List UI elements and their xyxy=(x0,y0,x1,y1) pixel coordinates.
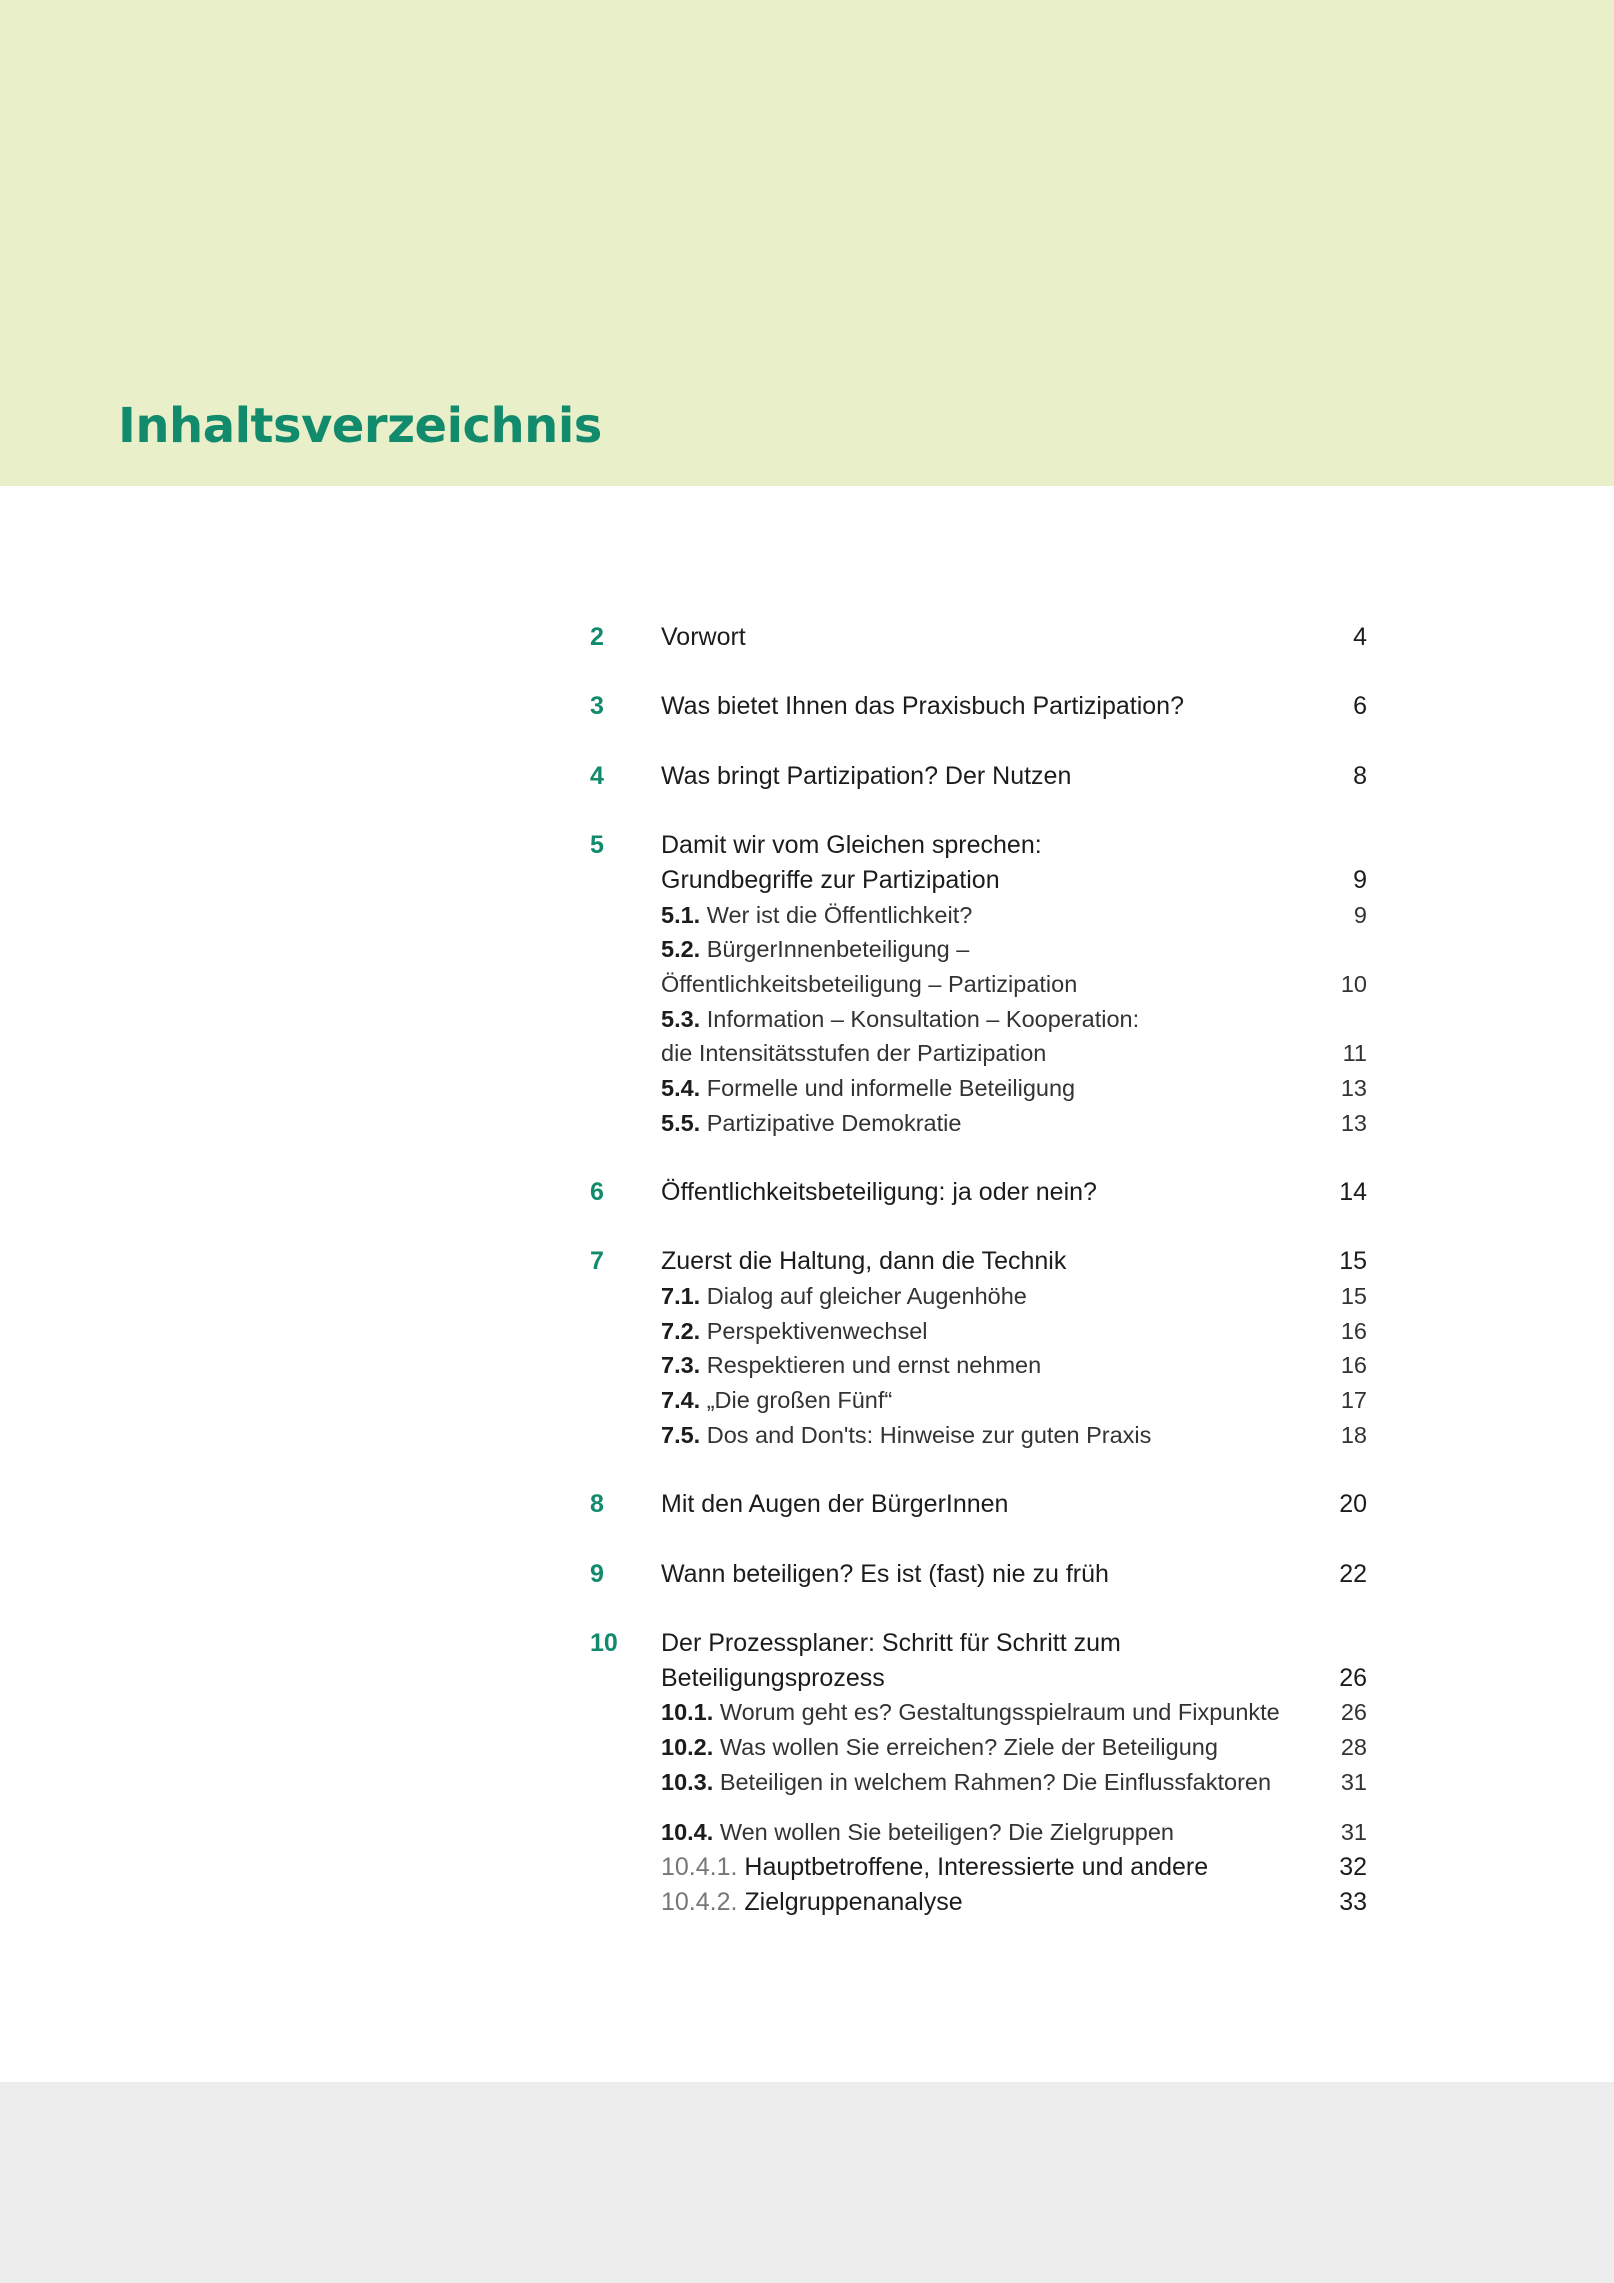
section-number: 10.4. xyxy=(661,1819,714,1846)
toc-chapter-4 xyxy=(590,759,1380,794)
entry-title xyxy=(661,932,969,967)
section-number: 10.2. xyxy=(661,1734,714,1760)
toc-entry[interactable] xyxy=(590,1661,1380,1696)
entry-title-text: Respektieren und ernst nehmen xyxy=(706,1352,1042,1379)
page-number: 17 xyxy=(1340,1387,1367,1414)
entry-title xyxy=(661,898,972,933)
page-number: 13 xyxy=(1340,1074,1367,1101)
page-number: 31 xyxy=(1340,1768,1367,1795)
toc-entry[interactable] xyxy=(590,1626,1380,1661)
page-number: 15 xyxy=(1339,1247,1367,1276)
entry-title xyxy=(661,1885,963,1920)
entry-title-text: Grundbegriffe zur Partizipation xyxy=(661,865,1000,894)
entry-title xyxy=(661,1071,1075,1106)
toc-entry[interactable] xyxy=(590,828,1380,863)
entry-title xyxy=(661,620,746,655)
entry-title-text: BürgerInnenbeteiligung – xyxy=(706,936,970,963)
toc-entry[interactable] xyxy=(590,620,1380,655)
entry-title xyxy=(661,1695,1280,1730)
toc-subentry[interactable] xyxy=(590,1695,1380,1730)
page-number: 15 xyxy=(1340,1283,1367,1310)
toc-subentry[interactable] xyxy=(590,1765,1380,1800)
section-number: 5.5. xyxy=(661,1109,701,1136)
entry-title-text: Dos and Don'ts: Hinweise zur guten Praxis xyxy=(706,1421,1152,1448)
page-number: 13 xyxy=(1340,1109,1367,1136)
toc-chapter-8 xyxy=(590,1487,1380,1522)
entry-title xyxy=(661,1106,961,1141)
entry-title xyxy=(661,1730,1218,1765)
entry-title xyxy=(661,1765,1271,1800)
toc-subentry[interactable] xyxy=(590,932,1380,967)
entry-title-text: Der Prozessplaner: Schritt für Schritt zum xyxy=(661,1628,1121,1657)
entry-title-text: Hauptbetroffene, Interessierte und andere xyxy=(744,1853,1209,1882)
toc-chapter-10 xyxy=(590,1626,1380,1920)
page-number: 6 xyxy=(1353,692,1367,721)
entry-title-text: Was bietet Ihnen das Praxisbuch Partizipation? xyxy=(661,692,1184,721)
section-number: 7.2. xyxy=(661,1317,701,1344)
chapter-number: 9 xyxy=(590,1559,604,1588)
section-number: 5.1. xyxy=(661,901,701,928)
toc-subentry[interactable] xyxy=(590,1002,1380,1037)
entry-title xyxy=(661,863,1000,898)
entry-title-text: die Intensitätsstufen der Partizipation xyxy=(661,1040,1047,1067)
page-number: 18 xyxy=(1340,1421,1367,1448)
section-number: 5.4. xyxy=(661,1074,701,1101)
entry-title-text: Formelle und informelle Beteiligung xyxy=(706,1074,1076,1101)
entry-title xyxy=(661,1175,1097,1210)
entry-title xyxy=(661,828,1042,863)
section-number: 7.5. xyxy=(661,1421,701,1448)
page-number: 9 xyxy=(1353,865,1367,894)
entry-title-text: Beteiligungsprozess xyxy=(661,1663,885,1692)
section-number: 7.4. xyxy=(661,1387,701,1414)
entry-title xyxy=(661,1383,892,1418)
section-number: 7.1. xyxy=(661,1283,701,1310)
section-number: 5.2. xyxy=(661,936,701,963)
toc-entry[interactable] xyxy=(590,863,1380,898)
entry-title-text: Zuerst die Haltung, dann die Technik xyxy=(661,1247,1067,1276)
toc-chapter-6 xyxy=(590,1175,1380,1210)
entry-title-text: Öffentlichkeitsbeteiligung – Partizipation xyxy=(661,970,1078,997)
section-number: 10.1. xyxy=(661,1699,714,1726)
page-number: 26 xyxy=(1339,1663,1367,1692)
toc-subentry[interactable] xyxy=(590,1885,1380,1920)
toc-subentry[interactable] xyxy=(590,1418,1380,1453)
entry-title xyxy=(661,689,1184,724)
toc-chapter-7 xyxy=(590,1244,1380,1452)
entry-title-text: Dialog auf gleicher Augenhöhe xyxy=(706,1283,1027,1310)
toc-subentry[interactable] xyxy=(590,1815,1380,1850)
toc-entry[interactable] xyxy=(590,1487,1380,1522)
page-number: 14 xyxy=(1339,1178,1367,1206)
entry-title xyxy=(661,1348,1041,1383)
toc-subentry[interactable] xyxy=(590,1383,1380,1418)
page-number: 32 xyxy=(1339,1853,1367,1882)
toc-subentry[interactable] xyxy=(590,1348,1380,1383)
section-number: 10.4.2. xyxy=(661,1887,738,1916)
toc-subentry[interactable] xyxy=(590,1730,1380,1765)
toc-entry[interactable] xyxy=(590,1244,1380,1279)
toc-chapter-9 xyxy=(590,1557,1380,1592)
toc-entry[interactable] xyxy=(590,1175,1380,1210)
entry-title-text: Mit den Augen der BürgerInnen xyxy=(661,1490,1009,1519)
chapter-number: 6 xyxy=(590,1178,604,1206)
chapter-number: 2 xyxy=(590,623,604,651)
entry-title-text: Damit wir vom Gleichen sprechen: xyxy=(661,831,1042,860)
entry-title xyxy=(661,1661,885,1696)
entry-title xyxy=(661,1279,1027,1314)
page-number: 20 xyxy=(1339,1490,1367,1519)
page-number: 4 xyxy=(1353,623,1367,651)
toc-subentry[interactable] xyxy=(590,898,1380,933)
footer-band xyxy=(0,2082,1614,2283)
chapter-number: 5 xyxy=(590,831,604,860)
entry-title-text: Öffentlichkeitsbeteiligung: ja oder nein? xyxy=(661,1178,1097,1206)
entry-title xyxy=(661,1244,1066,1279)
toc-subentry[interactable] xyxy=(590,1071,1380,1106)
entry-title xyxy=(661,1557,1109,1592)
chapter-number: 7 xyxy=(590,1247,604,1276)
section-number: 7.3. xyxy=(661,1352,701,1379)
entry-title-text: Worum geht es? Gestaltungsspielraum und Fixpunkte xyxy=(719,1699,1280,1726)
toc-subentry[interactable] xyxy=(590,1106,1380,1141)
section-number: 10.4.1. xyxy=(661,1853,738,1882)
toc-subentry[interactable] xyxy=(590,1314,1380,1349)
entry-title xyxy=(661,1418,1151,1453)
entry-title-text: Was bringt Partizipation? Der Nutzen xyxy=(661,761,1072,790)
page-number: 9 xyxy=(1353,901,1367,928)
entry-title-text: Wen wollen Sie beteiligen? Die Zielgruppen xyxy=(719,1819,1174,1846)
section-number: 5.3. xyxy=(661,1005,701,1032)
section-number: 10.3. xyxy=(661,1768,714,1795)
entry-title-text: Beteiligen in welchem Rahmen? Die Einflussfaktoren xyxy=(719,1768,1272,1795)
toc-chapter-3 xyxy=(590,689,1380,724)
entry-title-text: Was wollen Sie erreichen? Ziele der Beteiligung xyxy=(719,1734,1218,1760)
entry-title-text: Information – Konsultation – Kooperation: xyxy=(706,1005,1140,1032)
toc-entry[interactable] xyxy=(590,1557,1380,1592)
toc-subentry[interactable] xyxy=(590,1850,1380,1885)
page-number: 22 xyxy=(1339,1559,1367,1588)
entry-title-text: „Die großen Fünf“ xyxy=(706,1387,893,1414)
entry-title-text: Partizipative Demokratie xyxy=(706,1109,962,1136)
page-title: Inhaltsverzeichnis xyxy=(118,398,602,454)
chapter-number: 4 xyxy=(590,761,604,790)
page-number: 10 xyxy=(1340,970,1367,997)
page-number: 16 xyxy=(1340,1317,1367,1344)
toc-subentry[interactable] xyxy=(590,967,1380,1002)
entry-title xyxy=(661,1487,1008,1522)
entry-title-text: Zielgruppenanalyse xyxy=(744,1887,963,1916)
chapter-number: 8 xyxy=(590,1490,604,1519)
chapter-number: 3 xyxy=(590,692,604,721)
toc-entry[interactable] xyxy=(590,759,1380,794)
toc-spacer xyxy=(590,1799,1380,1815)
entry-title xyxy=(661,1626,1121,1661)
page-number: 11 xyxy=(1342,1040,1367,1067)
page-number: 28 xyxy=(1340,1734,1367,1760)
toc-entry[interactable] xyxy=(590,689,1380,724)
toc-subentry[interactable] xyxy=(590,1279,1380,1314)
entry-title xyxy=(661,1314,927,1349)
entry-title xyxy=(661,967,1077,1002)
entry-title xyxy=(661,1036,1046,1071)
table-of-contents xyxy=(590,620,1380,1954)
page-number: 16 xyxy=(1340,1352,1367,1379)
entry-title-text: Perspektivenwechsel xyxy=(706,1317,928,1344)
entry-title xyxy=(661,1002,1139,1037)
entry-title xyxy=(661,1850,1208,1885)
entry-title xyxy=(661,759,1071,794)
entry-title-text: Vorwort xyxy=(661,623,746,651)
entry-title xyxy=(661,1815,1174,1850)
toc-subentry[interactable] xyxy=(590,1036,1380,1071)
entry-title-text: Wer ist die Öffentlichkeit? xyxy=(706,901,973,928)
page-number: 33 xyxy=(1339,1887,1367,1916)
page-number: 31 xyxy=(1340,1819,1367,1846)
entry-title-text: Wann beteiligen? Es ist (fast) nie zu früh xyxy=(661,1559,1109,1588)
chapter-number: 10 xyxy=(590,1628,618,1657)
page-number: 8 xyxy=(1353,761,1367,790)
page-number: 26 xyxy=(1340,1699,1367,1726)
toc-chapter-2 xyxy=(590,620,1380,655)
toc-chapter-5 xyxy=(590,828,1380,1140)
